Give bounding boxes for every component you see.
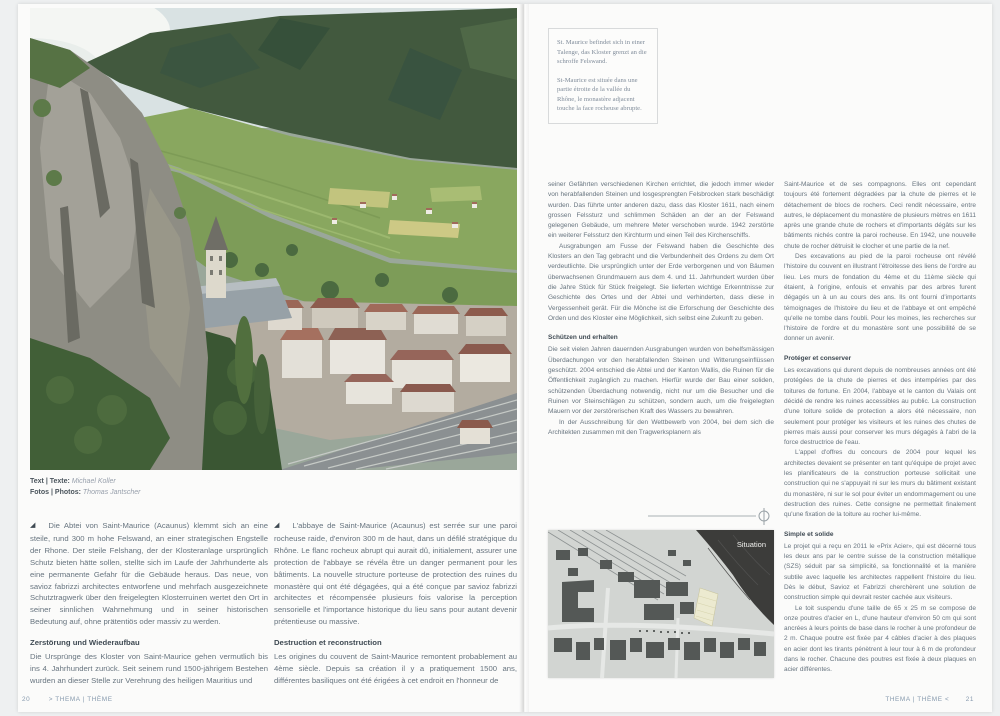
paragraph: Le toit suspendu d'une taille de 65 x 25 m se compose de onze poutres d'acier en L, d'une hauteur d'environ 50 cm qui sont ancrées à leurs points de base dans le rocher à une profondeur de 2 m. Chaque poutre est fixée par 4 câbles d'acier à des plaques en acier dont les tirants pénètrent à leur tour à 6 m de profondeur dans le rocher. Chacune des poutres est fixée à deux plaques en acier différentes. (784, 604, 976, 674)
page-number: 21 (965, 696, 974, 703)
photo-illustration (30, 8, 517, 470)
paragraph: Saint-Maurice et de ses compagnons. Elles ont cependant toujours été fortement dégradées par la chute de pierres et le détachement de blocs de rochers. Ceci rendit nécessaire, entre autres, le déplacement du monastère de plusieurs mètres en 1611 après une grande chute de rochers et d'importants dégâts sur les bâtiments nichés contre la paroi rocheuse. En 1942, une nouvelle chute de rocher détruisit le clocher et une partie de la nef. (784, 181, 976, 250)
paragraph-text: Die Abtei von Saint-Maurice (Acaunus) klemmt sich an eine steile, rund 300 m hohe Felswand, an einer strategischen Engstelle der Rhone. Der steile Felshang, der der Klosteranlage ursprünglich Schutz bieten hätte sollen, stellte sich im Laufe der Jahrhunderte als eine permanente Gefahr für die Gebäude heraus. Das neue, von savioz fabrizzi architectes entworfene und mehrfach ausgezeichnete Schutztragwerk über den freigelegten Klosterruinen wertet den Ort in seiner sinnlichen Wahrnehmung und in seiner historischen Bedeutung auf, ohne prätentiös oder massiv zu werden. (30, 521, 268, 627)
paragraph: Les origines du couvent de Saint-Maurice remontent probablement au 4ème siècle. Depuis sa création il y a pratiquement 1500 ans, différentes basiliques ont été érigées à cet endroit en l'honneur de (274, 652, 517, 685)
running-title: THEMA | THÈME < (885, 696, 950, 703)
photo-credit (30, 477, 141, 498)
paragraph: seiner Gefährten verschiedenen Kirchen errichtet, die jedoch immer wieder von herabfallenden Steinen und losgesprengten Felsbrocken stark beschädigt wurden. Das führte unter anderen dazu, dass das Kloster 1611, nach einem grossen Felssturz und schlimmen Schäden an der an der Felswand gelegenen Gebäude, um mehrere Meter verschoben wurde. 1942 zerstörte ein weiterer Felssturz den Kirchturm und einen Teil des Kirchenschiffs. (548, 181, 774, 240)
margin-note-french: St-Maurice est située dans une partie étroite de la vallée du Rhône, le monastère adjacent touche la face rocheuse abrupte. (557, 76, 642, 113)
left-column-german (30, 520, 268, 687)
credit-photos-label: Fotos | Photos: (30, 488, 81, 496)
margin-note (548, 28, 658, 124)
right-column-french (784, 180, 976, 682)
credit-text-author: Michael Koller (71, 478, 116, 485)
section-heading: Protéger et conserver (784, 354, 852, 362)
page-number: 20 (22, 696, 31, 703)
margin-note-german: St. Maurice befindet sich in einer Talenge, das Kloster grenzt an die schroffe Felswand. (557, 39, 647, 66)
running-title: > THEMA | THÈME (48, 696, 113, 703)
section-heading: Destruction et reconstruction (274, 638, 382, 648)
paragraph: Ausgrabungen am Fusse der Felswand haben die Geschichte des Klosters an den Tag gebracht und die Verbundenheit des Ordens zu dem Ort verdeutlichte. Die ursprünglich unter der Erde verborgenen und von Bäumen überwachsenen Grundmauern aus dem 4. und 11. Jahrhundert wurden über die Jahre Stück für Stück freigelegt. Sie lieferten wichtige Erkenntnisse zur Geschichte des Ortes und der Abtei und verhinderten, dass diese in Vergessenheit gerät. Für die Mönche ist die Erforschung der Geschichte des Orden und des Kloster eine Möglichkeit, sich selbst eine Zukunft zu geben. (548, 242, 774, 322)
right-page-footer (885, 696, 974, 703)
right-page (524, 4, 992, 712)
north-arrow-icon (548, 502, 774, 526)
paragraph: In der Ausschreibung für den Wettbewerb von 2004, bei dem sich die Architekten zusammen mit den Tragwerksplanern als (548, 418, 774, 436)
section-heading: Schützen und erhalten (548, 334, 618, 342)
credit-photos-author: Thomas Jantscher (82, 488, 141, 496)
paragraph: L'appel d'offres du concours de 2004 pour lequel les architectes devaient se présenter en tant qu'équipe de projet avec les planificateurs de la construction porteuse sollicitait une construction qui ne s'appuyait ni sur les murs du bâtiment existant du monastère, ni sur le sol pour éviter un endommagement ou une destruction des ruines. Cette consigne ne permettait finalement qu'une fixation de la toiture au rocher lui-même. (784, 449, 976, 519)
triangle-marker-icon: ◢ (30, 522, 36, 529)
situation-plan-figure (548, 502, 774, 678)
figure-caption: Situation (736, 540, 766, 549)
triangle-marker-icon: ◢ (274, 522, 280, 529)
section-heading: Zerstörung und Wiederaufbau (30, 638, 140, 648)
credit-text-label: Text | Texte: (30, 478, 70, 485)
site-plan-map (548, 530, 774, 678)
page-fold (519, 4, 529, 712)
right-column-german (548, 180, 774, 506)
paragraph: Die seit vielen Jahren dauernden Ausgrabungen wurden von behelfsmässigen Überdachungen vor den herabfallenden Steinen und Witterungseinflüssen geschützt. 2004 entschied die Abtei und der Kanton Wallis, die Ruinen für die Öffentlichkeit zugänglich zu machen. Hierfür wurde der Bau einer soliden, schützenden Überdachung notwendig, nicht nur um die Besucher und die Ruinen vor Steinschlägen zu schützen, sondern auch, um die freigelegten Mauern vor der zerstörerischen Kraft des Wassers zu bewahren. (548, 346, 774, 416)
paragraph (274, 520, 517, 628)
section-heading: Simple et solide (784, 530, 834, 538)
left-column-french (274, 520, 517, 687)
left-page-footer (22, 696, 113, 703)
abbey-valley-photo (30, 8, 517, 470)
paragraph-text: L'abbaye de Saint-Maurice (Acaunus) est serrée sur une paroi rocheuse raide, d'environ 300 m de haut, dans un défilé stratégique du Rhône. Le flanc rocheux abrupt qui aurait dû, initialement, assurer une protection de l'abbaye se révéla être un danger permanent pour les bâtiments. La nouvelle structure porteuse de protection des ruines du monastère qui ont été dégagées, qui a été conçue par savioz fabrizzi architectes et récompensée plusieurs fois valorise la perception sensorielle et l'importance historique du lieu sans pour autant devenir prétentieuse ou massive. (274, 521, 517, 627)
paragraph (30, 520, 268, 628)
paragraph: Les excavations qui durent depuis de nombreuses années ont été protégées de la chute de pierres et des intempéries par des toitures de fortune. En 2004, l'abbaye et le canton du Valais ont décidé de rendre les ruines accessibles au public. La construction d'une toiture solide de protection a alors été nécessaire, non seulement pour protéger les visiteurs et les ruines des chutes de pierres mais aussi pour conserver les murs dégagés à l'abri de la force destructrice de l'eau. (784, 367, 976, 447)
paragraph: Die Ursprünge des Kloster von Saint-Maurice gehen vermutlich bis ins 4. Jahrhundert zurück. Seit seinem rund 1500-jährigem Bestehen wurden an dieser Stelle zur Verehrung des heiligen Mauritius und (30, 652, 268, 685)
paragraph: Le projet qui a reçu en 2011 le «Prix Acier», qui est décerné tous les deux ans par le centre suisse de la construction métallique (SZS) séduit par sa simplicité, sa fonctionnalité et la manière subtile avec laquelle les architectes rappellent l'histoire du lieu. Dès le début, Savioz et Fabrizzi cherchèrent une solution de construction simple qui devrait rester cachée aux visiteurs. (784, 542, 976, 602)
paragraph: Des excavations au pied de la paroi rocheuse ont révélé l'histoire du couvent en illustrant l'étroitesse des liens de l'ordre au lieu. Les murs de fondation du 4ème et du 11ème siècle qui étaient, à l'origine, enfouis et envahis par des arbres furent dégagés un à un au cours des ans. Ils ont fourni d'importants témoignages de l'histoire du lieu et de l'abbaye et ont empêché qu'elle ne tombe dans l'oubli. Pour les moines, les recherches sur l'histoire de l'ordre et du monastère sont une possibilité de se donner un avenir. (784, 253, 976, 343)
left-page (18, 4, 524, 712)
